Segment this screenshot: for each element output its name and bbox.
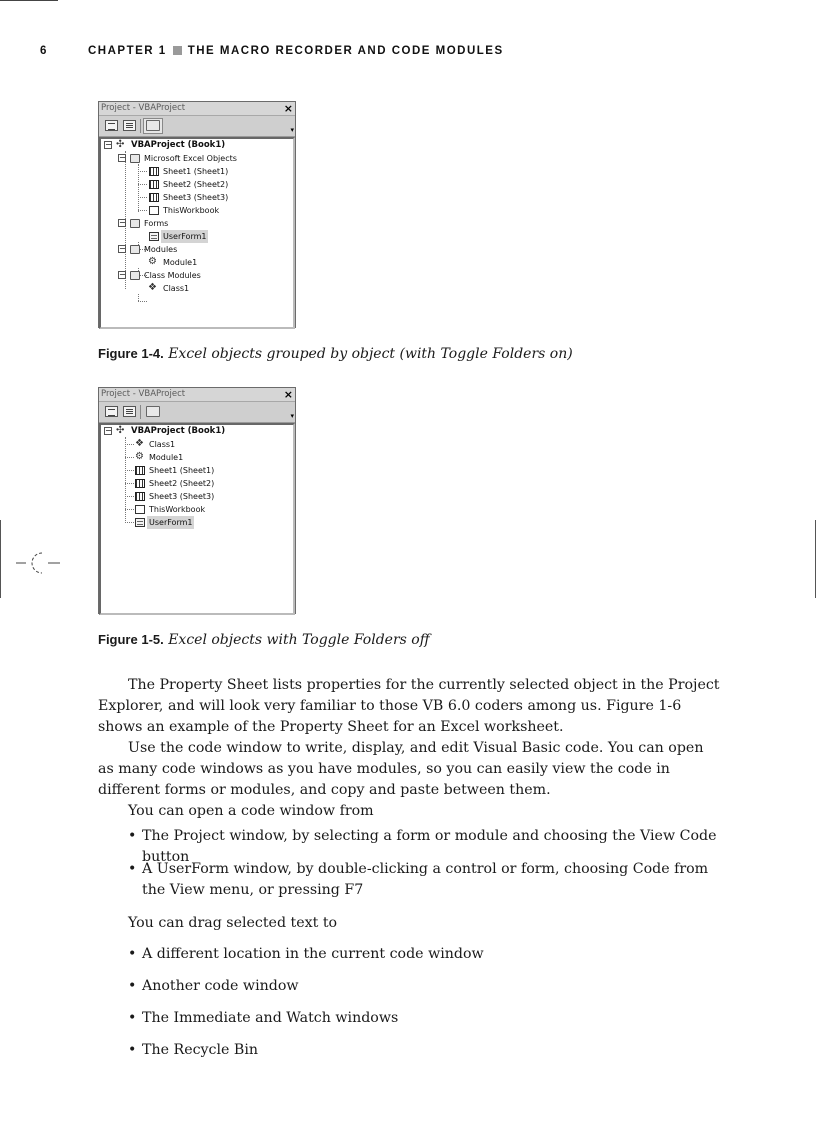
list-item: • The Immediate and Watch windows xyxy=(98,1008,720,1029)
close-icon[interactable]: × xyxy=(283,102,293,115)
list-item: • Another code window xyxy=(98,976,720,997)
list-item: • A different location in the current code window xyxy=(98,944,720,965)
toolbar-overflow-icon[interactable]: ▾ xyxy=(290,126,294,134)
toolbar-overflow-icon[interactable]: ▾ xyxy=(290,412,294,420)
tree-node-label: Forms xyxy=(144,219,169,228)
worksheet-icon xyxy=(135,466,145,475)
view-object-button[interactable] xyxy=(123,120,136,131)
tree-node-label: Sheet1 (Sheet1) xyxy=(163,167,229,176)
tree-node-label: Modules xyxy=(144,245,178,254)
figure-caption xyxy=(98,346,573,362)
tree-node-label: Class1 xyxy=(163,284,190,293)
running-header xyxy=(40,45,504,57)
toolbar-separator xyxy=(140,119,141,133)
tree-node-label: Module1 xyxy=(149,453,184,462)
tree-node-label: Sheet1 (Sheet1) xyxy=(149,466,215,475)
worksheet-icon xyxy=(135,479,145,488)
explorer-toolbar xyxy=(99,116,295,137)
bullet-list xyxy=(98,1008,720,1029)
explorer-toolbar xyxy=(99,402,295,423)
folder-icon xyxy=(130,154,140,163)
class-module-icon: ❖ xyxy=(135,438,144,449)
tree-node-label: Sheet2 (Sheet2) xyxy=(149,479,215,488)
paragraph-block xyxy=(98,913,720,934)
userform-icon xyxy=(135,518,145,527)
tree-node-label: Sheet3 (Sheet3) xyxy=(149,492,215,501)
list-item: • The Project window, by selecting a form or module and choosing the View Code button xyxy=(98,826,720,868)
worksheet-icon xyxy=(149,167,159,176)
crop-mark-left xyxy=(0,520,1,598)
collapse-icon[interactable]: − xyxy=(119,244,126,253)
project-icon: ✣ xyxy=(116,425,125,436)
toolbar-separator xyxy=(140,405,141,419)
tree-node-label: ThisWorkbook xyxy=(163,206,220,215)
worksheet-icon xyxy=(135,492,145,501)
caption-number: Figure 1-4. xyxy=(98,346,164,361)
collapse-icon[interactable]: − xyxy=(119,153,126,162)
caption-text: Excel objects with Toggle Folders off xyxy=(168,632,430,648)
project-tree xyxy=(99,137,295,329)
list-item: • A UserForm window, by double-clicking a control or form, choosing Code from the View menu, or pressing F7 xyxy=(98,859,720,901)
header-separator xyxy=(173,46,182,55)
chapter-title: THE MACRO RECORDER AND CODE MODULES xyxy=(187,45,504,57)
tree-root-label: VBAProject (Book1) xyxy=(131,426,226,436)
bullet-list xyxy=(98,944,720,965)
tree-node-label: Class1 xyxy=(149,440,176,449)
toggle-folders-button[interactable] xyxy=(146,406,160,417)
worksheet-icon xyxy=(149,180,159,189)
registration-mark xyxy=(16,550,60,576)
window-title: Project - VBAProject xyxy=(101,103,186,113)
project-explorer-window-fig5 xyxy=(98,387,296,614)
bullet-list xyxy=(98,976,720,997)
tree-node-label: UserForm1 xyxy=(163,232,207,241)
chapter-label: CHAPTER 1 xyxy=(88,45,167,57)
tree-node-label: Module1 xyxy=(163,258,198,267)
view-object-button[interactable] xyxy=(123,406,136,417)
tree-node-label: ThisWorkbook xyxy=(149,505,206,514)
caption-number: Figure 1-5. xyxy=(98,632,164,647)
figure-caption xyxy=(98,632,430,648)
close-icon[interactable]: × xyxy=(283,388,293,401)
bullet-list xyxy=(98,1040,720,1061)
class-module-icon: ❖ xyxy=(148,282,157,293)
toggle-folders-button[interactable] xyxy=(146,120,160,131)
workbook-icon xyxy=(149,206,159,215)
userform-icon xyxy=(149,232,159,241)
paragraph: You can drag selected text to xyxy=(128,915,338,931)
collapse-icon[interactable]: − xyxy=(119,218,126,227)
collapse-icon[interactable]: − xyxy=(105,426,112,435)
paragraph: Use the code window to write, display, and edit Visual Basic code. You can open as many code windows as you have modules, so you can easily view the code in different forms or modules, and copy and paste between them. xyxy=(98,740,704,798)
paragraph: The Property Sheet lists properties for the currently selected object in the Project Explorer, and will look very familiar to those VB 6.0 coders among us. Figure 1-6 shows an example of the Property Sheet for an Excel worksheet. xyxy=(98,677,720,735)
tree-root-label: VBAProject (Book1) xyxy=(131,140,226,150)
project-tree xyxy=(99,423,295,615)
tree-node-label: Sheet2 (Sheet2) xyxy=(163,180,229,189)
list-item: • The Recycle Bin xyxy=(98,1040,720,1061)
tree-node-label: Sheet3 (Sheet3) xyxy=(163,193,229,202)
view-code-button[interactable] xyxy=(105,120,118,131)
workbook-icon xyxy=(135,505,145,514)
project-explorer-window-fig4 xyxy=(98,101,296,328)
collapse-icon[interactable]: − xyxy=(119,270,126,279)
window-title: Project - VBAProject xyxy=(101,389,186,399)
folder-icon xyxy=(130,271,140,280)
collapse-icon[interactable]: − xyxy=(105,140,112,149)
project-icon: ✣ xyxy=(116,139,125,150)
body-text xyxy=(98,675,720,822)
tree-node-label: Microsoft Excel Objects xyxy=(144,154,237,163)
folder-icon xyxy=(130,245,140,254)
page-number: 6 xyxy=(40,45,48,57)
view-code-button[interactable] xyxy=(105,406,118,417)
window-titlebar xyxy=(99,388,295,402)
module-icon: ⚙ xyxy=(135,451,144,462)
tree-node-label: Class Modules xyxy=(144,271,201,280)
worksheet-icon xyxy=(149,193,159,202)
folder-icon xyxy=(130,219,140,228)
bullet-list xyxy=(98,859,720,901)
crop-mark-top xyxy=(0,0,58,1)
window-titlebar xyxy=(99,102,295,116)
caption-text: Excel objects grouped by object (with Toggle Folders on) xyxy=(168,346,573,362)
module-icon: ⚙ xyxy=(148,256,157,267)
paragraph: You can open a code window from xyxy=(128,803,374,819)
tree-node-label: UserForm1 xyxy=(149,518,193,527)
